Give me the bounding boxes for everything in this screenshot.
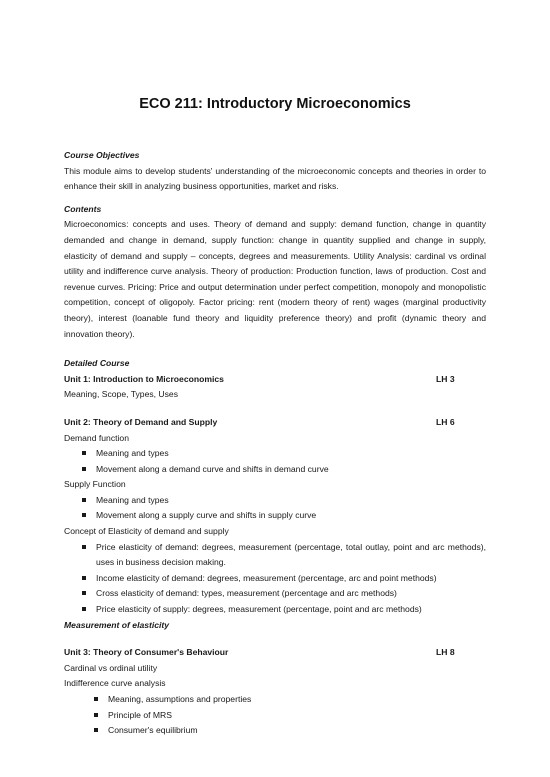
- unit2-lecture-hours: LH 6: [436, 416, 455, 427]
- unit2-title: Unit 2: Theory of Demand and Supply: [64, 416, 218, 427]
- square-bullet-icon: [82, 607, 86, 611]
- list-item: Principle of MRS: [64, 708, 486, 724]
- elasticity-list: [64, 540, 486, 618]
- demand-function-label: Demand function: [64, 432, 129, 443]
- square-bullet-icon: [82, 498, 86, 502]
- square-bullet-icon: [82, 513, 86, 517]
- list-item: Meaning and types: [64, 446, 486, 462]
- measurement-of-elasticity-heading: Measurement of elasticity: [64, 619, 170, 630]
- detailed-course-heading: Detailed Course: [64, 358, 130, 369]
- unit1-header: [64, 372, 486, 388]
- square-bullet-icon: [82, 591, 86, 595]
- unit1-text: Meaning, Scope, Types, Uses: [64, 389, 179, 400]
- elasticity-concept-label: Concept of Elasticity of demand and supply: [64, 526, 229, 537]
- square-bullet-icon: [82, 545, 86, 549]
- indifference-curve-list: [64, 692, 486, 739]
- square-bullet-icon: [82, 467, 86, 471]
- document-body: [64, 148, 486, 739]
- objectives-text: This module aims to develop students' understanding of the microeconomic concepts and theories in order to enhance their skill in analyzing business opportunities, market and risks.: [64, 165, 486, 192]
- square-bullet-icon: [94, 713, 98, 717]
- square-bullet-icon: [94, 697, 98, 701]
- cardinal-vs-ordinal-label: Cardinal vs ordinal utility: [64, 662, 158, 673]
- objectives-heading: Course Objectives: [64, 150, 140, 160]
- list-item: Cross elasticity of demand: types, measurement (percentage and arc methods): [64, 586, 486, 602]
- list-item: Movement along a supply curve and shifts in supply curve: [64, 508, 486, 524]
- supply-function-list: [64, 493, 486, 524]
- square-bullet-icon: [82, 451, 86, 455]
- square-bullet-icon: [82, 576, 86, 580]
- indifference-curve-label: Indifference curve analysis: [64, 678, 166, 689]
- square-bullet-icon: [94, 728, 98, 732]
- list-item: Price elasticity of demand: degrees, measurement (percentage, total outlay, point and arc methods), uses in business decision making.: [64, 540, 486, 571]
- page-title: ECO 211: Introductory Microeconomics: [139, 96, 411, 112]
- unit1-lecture-hours: LH 3: [436, 373, 455, 384]
- unit3-lecture-hours: LH 8: [436, 647, 455, 658]
- list-item: Meaning, assumptions and properties: [64, 692, 486, 708]
- list-item: Price elasticity of supply: degrees, measurement (percentage, point and arc methods): [64, 602, 486, 618]
- unit2-header: [64, 415, 486, 431]
- list-item: Income elasticity of demand: degrees, measurement (percentage, arc and point methods): [64, 571, 486, 587]
- unit3-title: Unit 3: Theory of Consumer's Behaviour: [64, 647, 229, 658]
- list-item: Meaning and types: [64, 493, 486, 509]
- contents-heading: Contents: [64, 203, 102, 214]
- demand-function-list: [64, 446, 486, 477]
- contents-text: Microeconomics: concepts and uses. Theory of demand and supply: demand function, change in quantity demanded and change in demand, supply function: change in quantity supplied and change in supply, elasticity of demand and supply – concepts, degrees and measurements. Utility Analysis: cardinal vs ordinal utility and indifference curve analysis. Theory of production: Production function, laws of production. Cost and revenue curves. Pricing: Price and output determination under perfect competition, monopoly and monopolistic competition, concept of oligopoly. Factor pricing: rent (modern theory of rent) wages (marginal productivity theory), interest (loanable fund theory and liquidity preference theory) and profit (dynamic theory and innovation theory).: [64, 219, 486, 339]
- unit1-title: Unit 1: Introduction to Microeconomics: [64, 373, 224, 384]
- supply-function-label: Supply Function: [64, 479, 126, 490]
- list-item: Consumer's equilibrium: [64, 723, 486, 739]
- unit3-header: [64, 645, 486, 661]
- list-item: Movement along a demand curve and shifts in demand curve: [64, 462, 486, 478]
